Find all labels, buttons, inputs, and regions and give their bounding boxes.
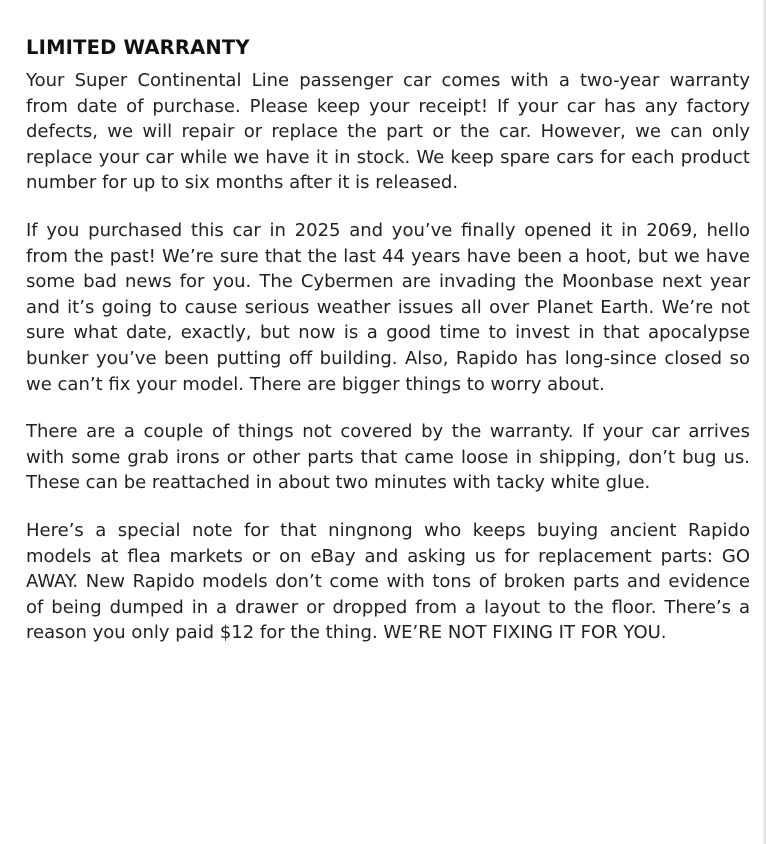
scan-edge-shadow bbox=[762, 0, 766, 844]
warranty-heading: LIMITED WARRANTY bbox=[26, 36, 250, 59]
warranty-page bbox=[26, 34, 750, 646]
warranty-coverage-paragraph: Your Super Continental Line passenger car comes with a two-year warranty from date of purchase. Please keep your receipt! If your car has any factory defects, we will repair or replace the part or the car. However, we can only replace your car while we have it in stock. We keep spare cars for each product number for up to six months after it is released. bbox=[26, 70, 750, 194]
special-note-paragraph: Here’s a special note for that ningnong who keeps buying ancient Rapido models at flea markets or on eBay and asking us for replacement parts: GO AWAY. New Rapido models don’t come with tons of broken parts and evidence of being dumped in a drawer or dropped from a layout to the floor. There’s a reason you only paid $12 for the thing. WE’RE NOT FIXING IT FOR YOU. bbox=[26, 519, 750, 644]
exclusions-paragraph: There are a couple of things not covered by the warranty. If your car arrives with some grab irons or other parts that came loose in shipping, don’t bug us. These can be reattached in about two minutes with tacky white glue. bbox=[26, 421, 750, 494]
future-owner-paragraph: If you purchased this car in 2025 and you’ve finally opened it in 2069, hello from the past! We’re sure that the last 44 years have been a hoot, but we have some bad news for you. The Cybermen are invading the Moonbase next year and it’s going to cause serious weather issues all over Planet Earth. We’re not sure what date, exactly, but now is a good time to invest in that apocalypse bunker you’ve been putting off building. Also, Rapido has long-since closed so we can’t fix your model. There are bigger things to worry about. bbox=[26, 219, 750, 395]
